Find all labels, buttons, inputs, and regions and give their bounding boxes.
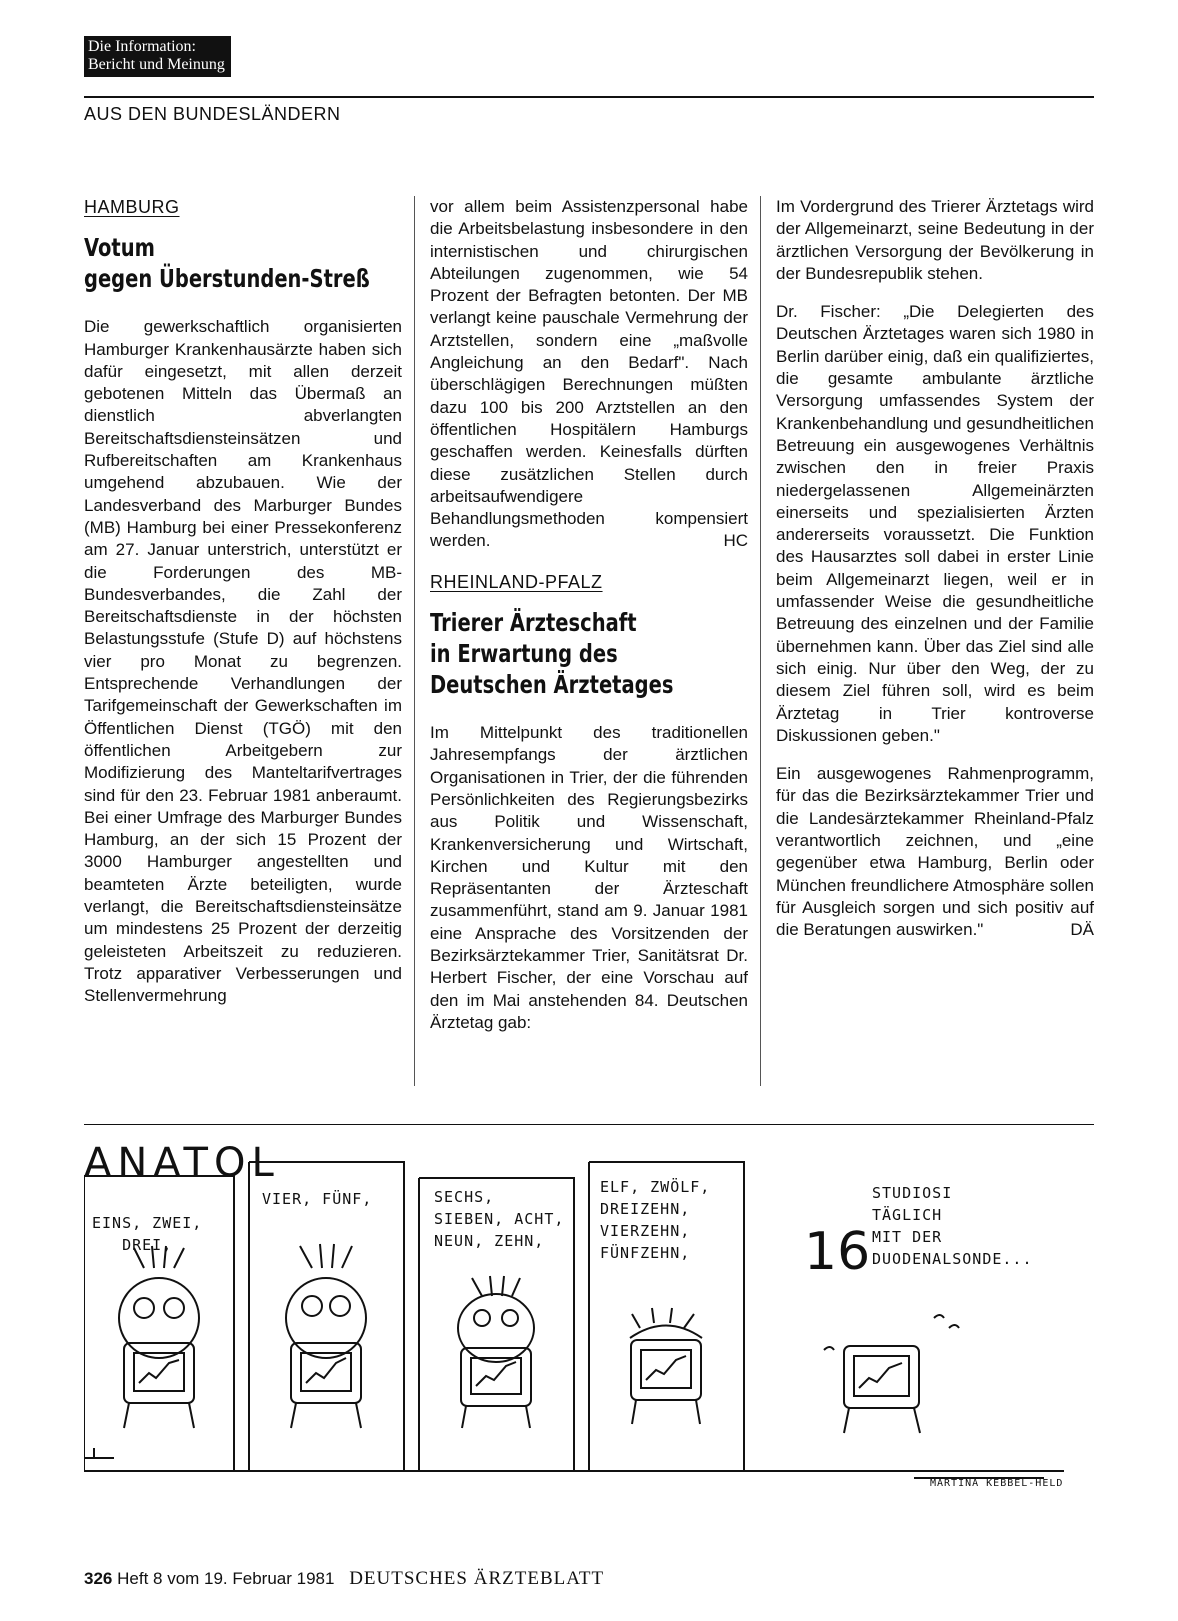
article-paragraph: Dr. Fischer: „Die Delegierten des Deutschen Ärztetages waren sich 1980 in Berlin darüber einig, daß ein qualifiziertes, die gesamte ambulante ärztliche Versorgung umfassendes System der Krankenbehandlung und gesundheitlichen Betreuung ein ausgewogenes Verhältnis zwischen den in freier Praxis niedergelassenen Allgemeinärzten einerseits und spezialisierten Ärzten andererseits voraussetzt. Die Funktion des Hausarztes soll dabei in erster Linie beim Allgemeinarzt liegen, weil er in umfassender Weise die gesundheitliche Betreuung des einzelnen und der Familie übernehmen kann. Über das Ziel sind alle sich einig. Nur über den Weg, der zu diesem Ziel führen soll, wird es beim Ärztetag in Trier kontroverse Diskussionen geben." (776, 302, 1094, 745)
column-3 (776, 196, 1094, 958)
section-heading: AUS DEN BUNDESLÄNDERN (84, 104, 341, 124)
article-paragraph (776, 763, 1094, 941)
artist-credit: MARTINA KEBBEL-HELD (930, 1478, 1064, 1489)
article-paragraph (430, 196, 748, 553)
headline-line: gegen Überstunden-Streß (84, 264, 370, 294)
panel-3-speech: SECHS, SIEBEN, ACHT, NEUN, ZEHN, (434, 1188, 565, 1250)
panel-1-speech: EINS, ZWEI, DREI, (92, 1214, 203, 1254)
headline-line: Votum (84, 233, 155, 263)
headline-line: in Erwartung des (430, 639, 618, 669)
empty-bed (824, 1315, 959, 1433)
journal-name: DEUTSCHES ÄRZTEBLATT (349, 1568, 605, 1589)
column-1 (84, 196, 402, 1024)
panel-5-caption: STUDIOSI TÄGLICH MIT DER DUODENALSONDE... (872, 1184, 1033, 1268)
paragraph-text: vor allem beim Assistenzpersonal habe die Arbeitsbelastung insbesondere in den internistischen und chirurgischen Abteilungen zugenommen, wie 54 Prozent der Befragten betonten. Der MB verlangt keine pauschale Vermehrung der Arztstellen, sondern eine „maßvolle Angleichung an den Bedarf". Nach überschlägigen Berechnungen müßten dazu 100 bis 200 Arztstellen an den öffentlichen Hospitälern Hamburgs geschaffen werden. Keinesfalls dürften diese zusätzlichen Stellen durch arbeitsaufwendigere Behandlungsmethoden kompensiert werden. (430, 197, 748, 551)
panel-2-speech: VIER, FÜNF, (262, 1190, 373, 1208)
headline-line: Deutschen Ärztetages (430, 670, 674, 700)
column-2 (430, 196, 748, 1050)
page-number: 326 (84, 1569, 113, 1588)
article-paragraph: Im Mittelpunkt des traditionellen Jahresempfangs der ärztlichen Organisationen in Trier, der die führenden Persönlichkeiten des Regierungsbezirks aus Politik und Wissenschaft, Krankenversicherung und Wirtschaft, Kirchen und Kultur mit den Repräsentanten der Ärzteschaft zusammenführt, stand am 9. Januar 1981 eine Ansprache des Vorsitzenden der Bezirksärztekammer Trier, Sanitätsrat Dr. Herbert Fischer, der eine Vorschau auf den im Mai anstehenden 84. Deutschen Ärztetag gab: (430, 723, 748, 1032)
issue-info: Heft 8 vom 19. Februar 1981 (117, 1569, 335, 1588)
rubric-box (84, 36, 231, 77)
column-divider (414, 196, 415, 1086)
top-rule (84, 96, 1094, 98)
paragraph-text: Ein ausgewogenes Rahmenprogramm, für das die Bezirksärztekammer Trier und die Landesärztekammer Rheinland-Pfalz verantwortlich zeichnen, und „eine gegenüber etwa Hamburg, Berlin oder München freundlichere Atmosphäre sollen für Ausgleich sorgen und sich positiv auf die Beratungen auswirken." (776, 764, 1094, 940)
rubric-line-1: Die Information: (88, 38, 196, 55)
article-paragraph: Die gewerkschaftlich organisierten Hamburger Krankenhausärzte haben sich dafür eingesetzt, mit allen derzeit gebotenen Mitteln das Übermaß an dienstlich abverlangten Bereitschaftsdiensteinsätzen und Rufbereitschaften am Krankenhaus umgehend abzubauen. Wie der Landesverband des Marburger Bundes (MB) Hamburg bei einer Pressekonferenz am 27. Januar unterstrich, unterstützt er die Forderungen des MB-Bundesverbandes, die Zahl der Bereitschaftsdienste in der höchsten Belastungsstufe (Stufe D) auf höchstens vier pro Monat zu begrenzen. Entsprechende Verhandlungen der Tarifgemeinschaft der Gewerkschaften im Öffentlichen Dienst (TGÖ) mit den öffentlichen Arbeitgebern zur Modifizierung des Manteltarifvertrages sind für den 23. Februar 1981 anberaumt. Bei einer Umfrage des Marburger Bundes Hamburg, an der sich 15 Prozent der 3000 Hamburger angestellten und beamteten Ärzte beteiligten, wurde verlangt, die Bereitschaftsdiensteinsätze um mindestens 25 Prozent der derzeitig geleisteten Arbeitszeit zu reduzieren. Trotz apparativer Verbesserungen und Stellenvermehrung (84, 317, 402, 1006)
page-footer (84, 1568, 604, 1590)
owl-figure (458, 1276, 534, 1428)
owl-figure (119, 1246, 199, 1428)
rubric-line-2: Bericht und Meinung (88, 56, 225, 73)
article-headline (430, 607, 747, 700)
artist-initials-mark (84, 1448, 114, 1458)
owl-figure (630, 1308, 702, 1424)
article-paragraph: Im Vordergrund des Trierer Ärztetags wird der Allgemeinarzt, seine Bedeutung in der ärztlichen Versorgung der Bevölkerung in der Bundesrepublik stehen. (776, 197, 1094, 283)
author-signature: DÄ (1070, 920, 1094, 940)
column-divider (760, 196, 761, 1086)
author-signature: HC (723, 531, 748, 551)
region-label: HAMBURG (84, 197, 180, 217)
owl-figure (286, 1244, 366, 1428)
headline-line: Trierer Ärzteschaft (430, 608, 637, 638)
article-headline (84, 232, 401, 294)
cartoon-title: ANATOL (84, 1140, 280, 1186)
panel-5-number: 16 (804, 1222, 871, 1282)
region-label: RHEINLAND-PFALZ (430, 571, 603, 592)
cartoon-rule (84, 1124, 1094, 1125)
panel-4-speech: ELF, ZWÖLF, DREIZEHN, VIERZEHN, FÜNFZEHN, (600, 1178, 711, 1262)
